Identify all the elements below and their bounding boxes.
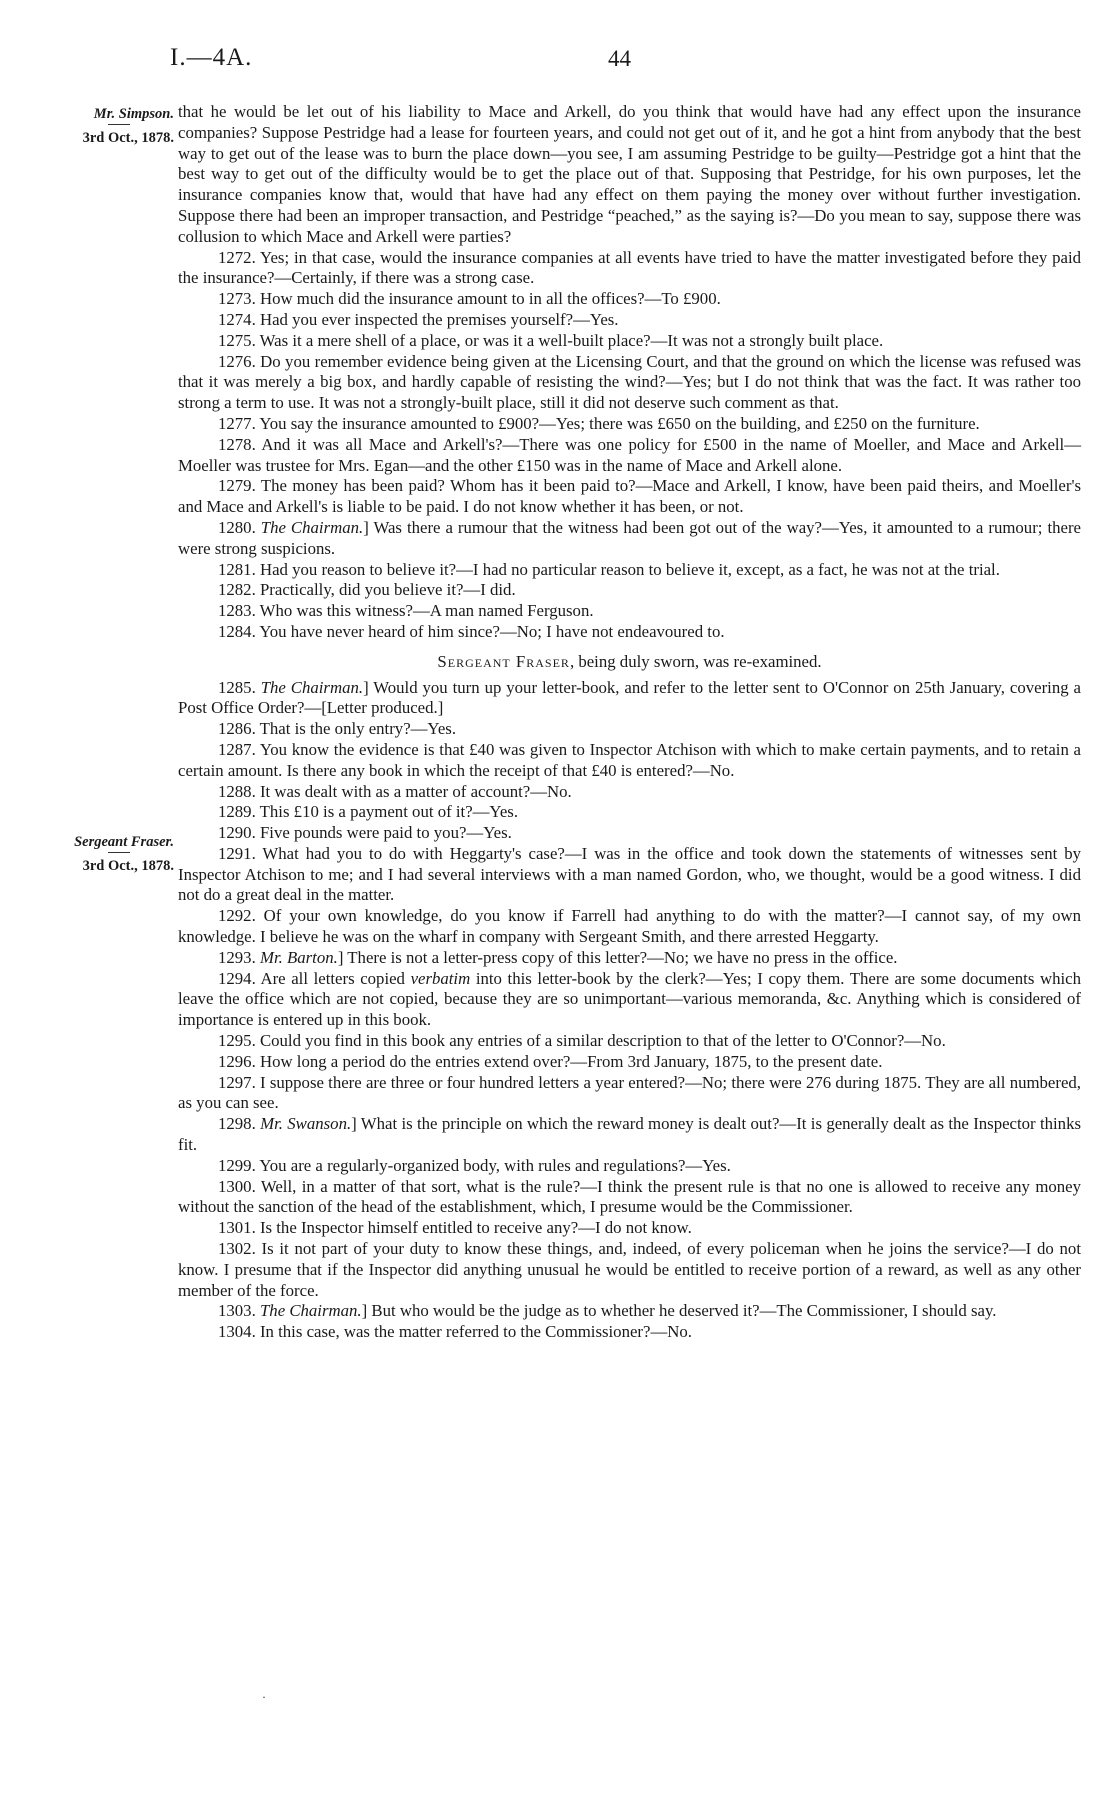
qa-text: 1289. This £10 is a payment out of it?—Yes. [218,802,519,822]
qa-text: 1272. Yes; in that case, would the insurance companies at all events have tried to have the matter investigated before they paid the insurance?—Certainly, if there was a strong case. [178,247,1081,288]
margin-witness-name: Mr. Simpson. [93,106,174,122]
qa-text: 1281. Had you reason to believe it?—I had no particular reason to believe it, except, as a fact, he was not at the trial. [218,559,1000,579]
qa-text: 1277. You say the insurance amounted to £900?—Yes; there was £650 on the building, and £250 on the furniture. [218,413,980,433]
qa-text: 1299. You are a regularly-organized body, with rules and regulations?—Yes. [218,1155,731,1175]
evidence-section-simpson [178,248,1081,643]
qa-text: 1288. It was dealt with as a matter of account?—No. [218,781,572,801]
qa-text: 1284. You have never heard of him since?—No; I have not endeavoured to. [218,621,725,641]
margin-rule [108,124,130,125]
question-answer [178,844,1081,906]
speaker-name: The Chairman. [260,517,364,537]
question-answer [178,622,1081,643]
evidence-text [178,102,1081,1343]
question-answer [178,1052,1081,1073]
question-answer [178,1301,1081,1322]
qa-text: 1287. You know the evidence is that £40 was given to Inspector Atchison with which to make certain payments, and to retain a certain amount. Is there any book in which the receipt of that £40 is entered?—No. [178,739,1081,780]
page-number: 44 [608,46,631,71]
witness-heading-rest: , being duly sworn, was re-examined. [569,651,822,671]
question-answer [178,560,1081,581]
question-answer [178,248,1081,290]
qa-text: 1275. Was it a mere shell of a place, or was it a well-built place?—It was not a strongly built place. [218,330,884,350]
qa-text: 1300. Well, in a matter of that sort, what is the rule?—I think the present rule is that no one is allowed to receive any money without the sanction of the head of the establishment, which, I presume would be the Commissioner. [178,1176,1081,1217]
document-reference: I.—4A. [170,44,253,71]
italic-term: verbatim [410,968,471,988]
question-answer [178,580,1081,601]
question-answer [178,678,1081,720]
question-answer [178,1218,1081,1239]
qa-text-continued: ] But who would be the judge as to whether he deserved it?—The Commissioner, I should say. [361,1301,997,1321]
qa-text-continued: ] Was there a rumour that the witness had been got out of the way?—Yes, it amounted to a rumour; there were strong suspicions. [178,517,1081,558]
question-answer [178,1322,1081,1343]
continued-question: that he would be let out of his liability to Mace and Arkell, do you think that would have had any effect upon the insurance companies? Suppose Pestridge had a lease for fourteen years, and could not get out of it, and he got a hint from anybody that the best way to get out of the lease was to burn the place down—you see, I am assuming Pestridge to be guilty—Pestridge got a hint that the best way to get out of the difficulty would be to get the place out of that. Supposing that Pestridge, for his own purposes, let the insurance companies know that, would that have had any effect on them paying the money over without further investigation. Suppose there had been an improper transaction, and Pestridge “peached,” as the saying is?—Do you mean to say, suppose there was collusion to which Mace and Arkell were parties? [178,102,1081,246]
question-answer [178,906,1081,948]
margin-date: 3rd Oct., 1878. [82,858,174,874]
qa-text: 1301. Is the Inspector himself entitled to receive any?—I do not know. [218,1218,692,1238]
evidence-section-fraser [178,678,1081,1344]
question-answer [178,782,1081,803]
margin-rule [108,852,130,853]
question-answer [178,414,1081,435]
question-answer [178,719,1081,740]
witness-heading [178,652,1081,673]
question-answer [178,1177,1081,1219]
question-answer [178,310,1081,331]
qa-text: 1294. Are all letters copied [218,968,411,988]
qa-text: 1282. Practically, did you believe it?—I did. [218,580,516,600]
speaker-name: Mr. Swanson. [260,1114,352,1134]
margin-witness-name: Sergeant Fraser. [74,834,174,850]
qa-text-continued: ] Would you turn up your letter-book, and refer to the letter sent to O'Connor on 25th January, covering a Post Office Order?—[Letter produced.] [178,677,1081,718]
speaker-name: The Chairman. [259,1301,362,1321]
qa-text: 1293. [218,947,256,967]
qa-text: 1285. [218,677,256,697]
qa-text: 1276. Do you remember evidence being given at the Licensing Court, and that the ground on which the license was refused was that it was merely a big box, and hardly capable of resisting the wind?—Yes; but I do not think that was the fact. It was rather too strong a term to use. It was not a strongly-built place, still it did not deserve such comment as that. [178,351,1081,413]
question-answer [178,435,1081,477]
question-answer [178,1114,1081,1156]
qa-text: 1291. What had you to do with Heggarty's case?—I was in the office and took down the statements of witnesses sent by Inspector Atchison to me; and I had several interviews with a man named Gordon, who, we thought, would be a good witness. I did not do a great deal in the matter. [178,843,1081,905]
qa-text: 1283. Who was this witness?—A man named Ferguson. [218,601,594,621]
qa-text: 1274. Had you ever inspected the premises yourself?—Yes. [218,309,619,329]
qa-text: 1302. Is it not part of your duty to know these things, and, indeed, of every policeman when he joins the service?—I do not know. I presume that if the Inspector did anything unusual he would be entitled to receive portion of a reward, as well as any other member of the force. [178,1239,1081,1300]
question-answer [178,948,1081,969]
qa-text: 1286. That is the only entry?—Yes. [218,719,457,739]
qa-text: 1297. I suppose there are three or four hundred letters a year entered?—No; there were 276 during 1875. They are all numbered, as you can see. [178,1072,1081,1113]
qa-text-continued: ] What is the principle on which the reward money is dealt out?—It is generally dealt as the Inspector thinks fit. [178,1114,1081,1155]
question-answer [178,1073,1081,1115]
qa-text: 1304. In this case, was the matter referred to the Commissioner?—No. [218,1322,692,1342]
qa-text-continued: ] There is not a letter-press copy of this letter?—No; we have no press in the office. [337,947,898,967]
margin-date: 3rd Oct., 1878. [82,130,174,146]
question-answer [178,1156,1081,1177]
qa-text-continued: into this letter-book by the clerk?—Yes; I copy them. There are some documents which leave the office which are not copied, because they are so unimportant—various memoranda, &c. Anything which is considered of importance is entered up in this book. [178,968,1081,1030]
speaker-name: The Chairman. [260,677,364,697]
qa-text: 1296. How long a period do the entries extend over?—From 3rd January, 1875, to the present date. [218,1051,883,1071]
qa-text: 1292. Of your own knowledge, do you know if Farrell had anything to do with the matter?—I cannot say, of my own knowledge. I believe he was on the wharf in company with Sergeant Smith, and there arrested Heggarty. [178,906,1081,947]
speaker-name: Mr. Barton. [259,947,338,967]
question-answer [178,352,1081,414]
question-answer [178,601,1081,622]
qa-text: 1273. How much did the insurance amount to in all the offices?—To £900. [218,289,721,309]
margin-note-fraser [20,832,174,876]
question-answer [178,289,1081,310]
question-answer [178,476,1081,518]
qa-text: 1303. [218,1301,256,1321]
question-answer [178,1239,1081,1301]
question-answer [178,518,1081,560]
witness-heading-name: Sergeant Fraser [437,651,570,671]
qa-text: 1295. Could you find in this book any entries of a similar description to that of the letter to O'Connor?—No. [218,1031,946,1051]
margin-note-simpson [20,104,174,148]
question-answer [178,1031,1081,1052]
stray-mark: · [262,1690,266,1704]
question-answer [178,802,1081,823]
question-answer [178,969,1081,1031]
question-answer [178,331,1081,352]
qa-text: 1279. The money has been paid? Whom has it been paid to?—Mace and Arkell, I know, have been paid theirs, and Moeller's and Mace and Arkell's is liable to be paid. I do not know whether it has been, or not. [178,476,1081,517]
question-answer [178,740,1081,782]
qa-text: 1290. Five pounds were paid to you?—Yes. [218,823,512,843]
qa-text: 1280. [218,517,256,537]
qa-text: 1298. [218,1114,256,1134]
question-answer [178,823,1081,844]
qa-text: 1278. And it was all Mace and Arkell's?—There was one policy for £500 in the name of Moeller, and Mace and Arkell—Moeller was trustee for Mrs. Egan—and the other £150 was in the name of Mace and Arkell alone. [178,434,1081,475]
